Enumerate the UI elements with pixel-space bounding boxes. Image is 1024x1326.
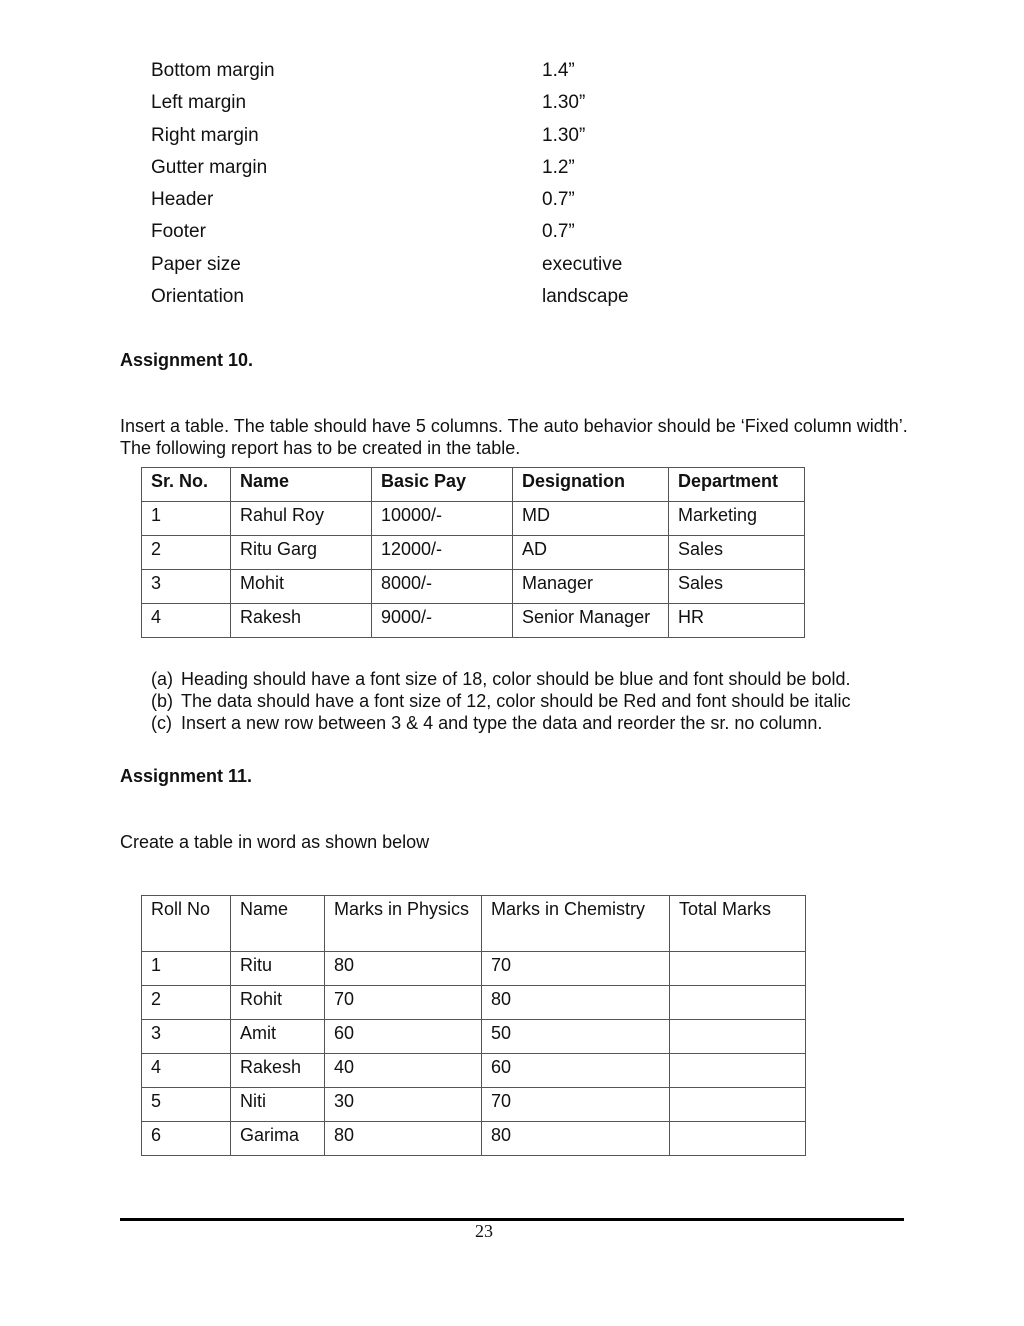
table-cell: 5 [142,1088,231,1122]
setting-row [151,58,629,90]
list-item-text: Insert a new row between 3 & 4 and type the data and reorder the sr. no column. [181,713,823,733]
table-cell: Rakesh [231,604,372,638]
table-cell: 80 [482,1122,670,1156]
setting-value: 1.30” [542,92,586,114]
table-cell [670,1088,806,1122]
table-cell: 40 [325,1054,482,1088]
table-cell: Rakesh [231,1054,325,1088]
column-header: Name [231,468,372,502]
table-cell: 70 [482,1088,670,1122]
table-row [142,604,805,638]
table-cell [670,952,806,986]
setting-value: executive [542,253,623,275]
table-cell: Mohit [231,570,372,604]
table-cell: 80 [325,952,482,986]
setting-value: 1.2” [542,156,575,178]
table-cell: Rahul Roy [231,502,372,536]
list-item [151,690,850,712]
table-cell [670,1054,806,1088]
table-cell: Sales [669,570,805,604]
setting-label: Orientation [151,286,244,308]
table-cell: Amit [231,1020,325,1054]
table-cell: 1 [142,502,231,536]
table-row [142,1020,806,1054]
setting-value: 0.7” [542,221,575,243]
column-header: Sr. No. [142,468,231,502]
page-number: 23 [475,1221,493,1241]
table-cell: 4 [142,1054,231,1088]
instruction-list [151,668,850,734]
setting-label: Bottom margin [151,60,275,81]
setting-label: Left margin [151,92,247,114]
assignment-10-heading: Assignment 10. [120,350,254,370]
list-item-text: The data should have a font size of 12, color should be Red and font should be italic [181,691,851,711]
column-header: Department [669,468,805,502]
setting-row [151,155,629,187]
table-row [142,952,806,986]
table-cell: AD [513,536,669,570]
table-cell [670,1122,806,1156]
table-cell: 70 [325,986,482,1020]
setting-label: Header [151,189,214,211]
table-cell: Ritu Garg [231,536,372,570]
setting-label: Gutter margin [151,156,268,178]
list-item-text: Heading should have a font size of 18, color should be blue and font should be bold. [181,669,851,689]
table-cell: 3 [142,570,231,604]
setting-value: 1.30” [542,124,586,146]
table-row [142,536,805,570]
column-header: Marks in Chemistry [482,896,670,952]
table-cell: 30 [325,1088,482,1122]
table-row [142,570,805,604]
list-marker: (c) [151,713,172,733]
setting-row [151,252,629,284]
setting-row [151,219,629,251]
table-cell: Niti [231,1088,325,1122]
table-cell: 1 [142,952,231,986]
column-header: Total Marks [670,896,806,952]
list-item [151,712,850,734]
table-cell: Rohit [231,986,325,1020]
setting-row [151,123,629,155]
column-header: Basic Pay [372,468,513,502]
table-header-row [142,896,806,952]
table-row [142,502,805,536]
page-setup-list [151,58,629,316]
table-cell [670,986,806,1020]
table-cell: 9000/- [372,604,513,638]
table-cell: Sales [669,536,805,570]
marks-table [141,895,806,1156]
column-header: Name [231,896,325,952]
table-row [142,1088,806,1122]
assignment-11-heading: Assignment 11. [120,766,253,786]
table-cell: Ritu [231,952,325,986]
setting-label: Footer [151,221,206,243]
table-cell: 3 [142,1020,231,1054]
setting-value: landscape [542,286,629,308]
column-header: Roll No [142,896,231,952]
table-row [142,1054,806,1088]
table-cell: 6 [142,1122,231,1156]
assignment-11-intro: Create a table in word as shown below [120,832,430,852]
table-header-row [142,468,805,502]
table-cell: 60 [325,1020,482,1054]
column-header: Marks in Physics [325,896,482,952]
table-cell: 4 [142,604,231,638]
table-cell: Manager [513,570,669,604]
setting-value: 0.7” [542,189,575,211]
assignment-10-intro: Insert a table. The table should have 5 columns. The auto behavior should be ‘Fixed column width’. The following report has to be created in the table. [120,416,908,458]
table-cell: 2 [142,986,231,1020]
table-cell: 80 [325,1122,482,1156]
table-row [142,1122,806,1156]
employee-table [141,467,805,638]
list-item [151,668,850,690]
table-cell: 2 [142,536,231,570]
table-cell: MD [513,502,669,536]
table-cell [670,1020,806,1054]
table-cell: Senior Manager [513,604,669,638]
setting-row [151,187,629,219]
table-cell: 12000/- [372,536,513,570]
table-cell: 8000/- [372,570,513,604]
table-cell: Garima [231,1122,325,1156]
table-cell: 60 [482,1054,670,1088]
list-marker: (a) [151,669,173,689]
table-cell: 10000/- [372,502,513,536]
setting-row [151,90,629,122]
table-cell: 80 [482,986,670,1020]
table-cell: Marketing [669,502,805,536]
column-header: Designation [513,468,669,502]
table-cell: HR [669,604,805,638]
setting-value: 1.4” [542,60,575,81]
table-cell: 70 [482,952,670,986]
setting-row [151,284,629,316]
setting-label: Right margin [151,124,259,146]
setting-label: Paper size [151,253,241,275]
table-row [142,986,806,1020]
list-marker: (b) [151,691,173,711]
table-cell: 50 [482,1020,670,1054]
